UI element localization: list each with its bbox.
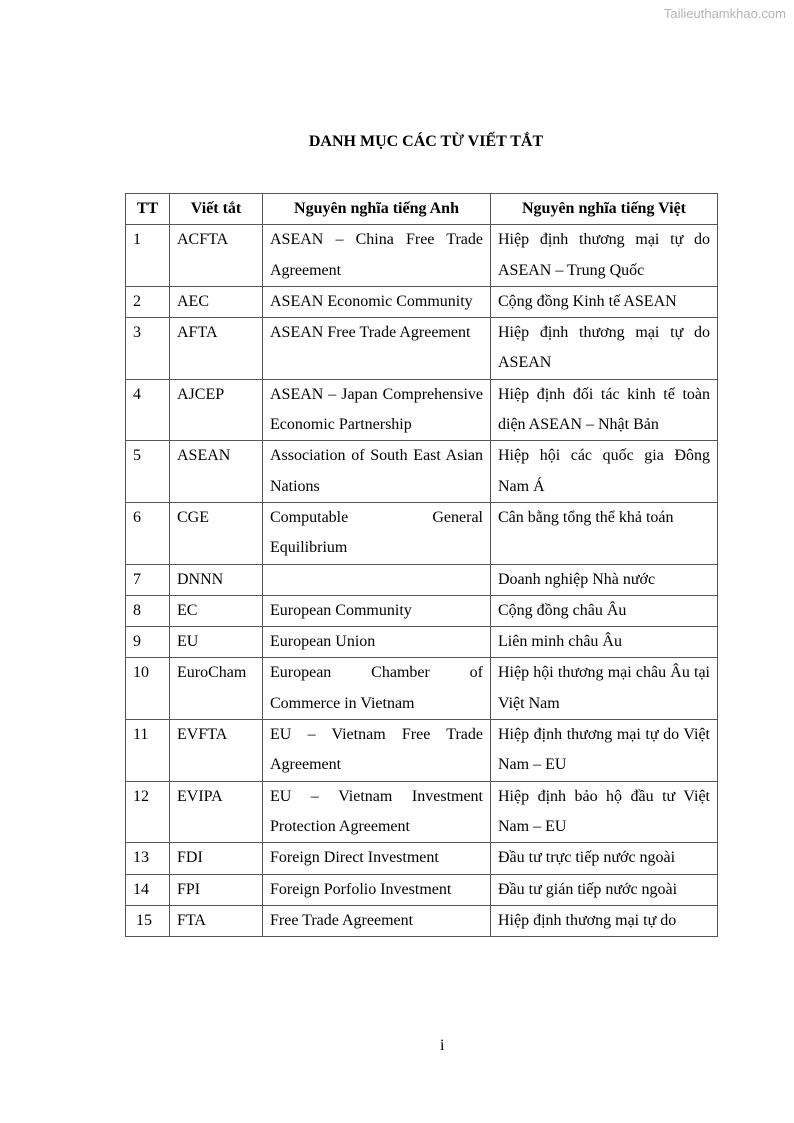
english-meaning-cell: European Community: [263, 595, 491, 626]
english-meaning-cell: ASEAN – Japan Comprehensive Economic Partnership: [263, 379, 491, 441]
row-number-cell: 15: [126, 905, 170, 936]
row-number-cell: 3: [126, 318, 170, 380]
abbreviation-cell: FDI: [170, 843, 263, 874]
abbreviation-cell: CGE: [170, 502, 263, 564]
english-meaning-cell: Association of South East Asian Nations: [263, 441, 491, 503]
abbreviation-cell: DNNN: [170, 564, 263, 595]
english-meaning-cell: ASEAN – China Free Trade Agreement: [263, 225, 491, 287]
abbreviation-cell: ASEAN: [170, 441, 263, 503]
row-number-cell: 9: [126, 627, 170, 658]
english-meaning-cell: EU – Vietnam Free Trade Agreement: [263, 720, 491, 782]
english-meaning-cell: Foreign Direct Investment: [263, 843, 491, 874]
vietnamese-meaning-cell: Hiệp định thương mại tự do ASEAN – Trung Quốc: [491, 225, 718, 287]
vietnamese-meaning-cell: Hiệp định thương mại tự do ASEAN: [491, 318, 718, 380]
abbreviation-cell: FPI: [170, 874, 263, 905]
table-row: [126, 874, 718, 905]
table-row: [126, 627, 718, 658]
table-row: [126, 286, 718, 317]
row-number-cell: 8: [126, 595, 170, 626]
row-number-cell: 6: [126, 502, 170, 564]
vietnamese-meaning-cell: Hiệp định bảo hộ đầu tư Việt Nam – EU: [491, 781, 718, 843]
table-row: [126, 720, 718, 782]
abbreviation-cell: AEC: [170, 286, 263, 317]
table-header-row: [126, 194, 718, 225]
abbreviation-cell: ACFTA: [170, 225, 263, 287]
table-row: [126, 843, 718, 874]
english-meaning-cell: ASEAN Free Trade Agreement: [263, 318, 491, 380]
abbreviation-cell: EU: [170, 627, 263, 658]
table-row: [126, 658, 718, 720]
vietnamese-meaning-cell: Hiệp hội thương mại châu Âu tại Việt Nam: [491, 658, 718, 720]
english-meaning-cell: European Chamber of Commerce in Vietnam: [263, 658, 491, 720]
vietnamese-meaning-cell: Liên minh châu Âu: [491, 627, 718, 658]
english-meaning-cell: Free Trade Agreement: [263, 905, 491, 936]
row-number-cell: 1: [126, 225, 170, 287]
row-number-cell: 7: [126, 564, 170, 595]
abbreviation-cell: AFTA: [170, 318, 263, 380]
table-row: [126, 379, 718, 441]
vietnamese-meaning-cell: Hiệp định thương mại tự do: [491, 905, 718, 936]
abbreviation-cell: EuroCham: [170, 658, 263, 720]
vietnamese-meaning-cell: Cộng đồng Kinh tế ASEAN: [491, 286, 718, 317]
page-number: i: [440, 1037, 445, 1054]
table-row: [126, 905, 718, 936]
header-abbreviation: Viết tắt: [170, 194, 263, 225]
row-number-cell: 2: [126, 286, 170, 317]
english-meaning-cell: EU – Vietnam Investment Protection Agreement: [263, 781, 491, 843]
vietnamese-meaning-cell: Hiệp định đối tác kinh tế toàn diện ASEAN – Nhật Bản: [491, 379, 718, 441]
vietnamese-meaning-cell: Doanh nghiệp Nhà nước: [491, 564, 718, 595]
abbreviation-cell: FTA: [170, 905, 263, 936]
vietnamese-meaning-cell: Cân bằng tổng thể khả toán: [491, 502, 718, 564]
row-number-cell: 4: [126, 379, 170, 441]
abbreviation-cell: EC: [170, 595, 263, 626]
vietnamese-meaning-cell: Cộng đồng châu Âu: [491, 595, 718, 626]
header-english: Nguyên nghĩa tiếng Anh: [263, 194, 491, 225]
row-number-cell: 10: [126, 658, 170, 720]
table-row: [126, 595, 718, 626]
table-row: [126, 781, 718, 843]
english-meaning-cell: Foreign Porfolio Investment: [263, 874, 491, 905]
abbreviations-table: [125, 193, 718, 937]
abbreviation-cell: AJCEP: [170, 379, 263, 441]
table-row: [126, 441, 718, 503]
vietnamese-meaning-cell: Hiệp định thương mại tự do Việt Nam – EU: [491, 720, 718, 782]
table-row: [126, 225, 718, 287]
vietnamese-meaning-cell: Đầu tư gián tiếp nước ngoài: [491, 874, 718, 905]
watermark: Tailieuthamkhao.com: [663, 6, 786, 21]
row-number-cell: 12: [126, 781, 170, 843]
vietnamese-meaning-cell: Đầu tư trực tiếp nước ngoài: [491, 843, 718, 874]
abbreviation-cell: EVFTA: [170, 720, 263, 782]
row-number-cell: 11: [126, 720, 170, 782]
vietnamese-meaning-cell: Hiệp hội các quốc gia Đông Nam Á: [491, 441, 718, 503]
english-meaning-cell: Computable General Equilibrium: [263, 502, 491, 564]
abbreviation-cell: EVIPA: [170, 781, 263, 843]
row-number-cell: 5: [126, 441, 170, 503]
header-tt: TT: [126, 194, 170, 225]
english-meaning-cell: European Union: [263, 627, 491, 658]
table-row: [126, 564, 718, 595]
table-row: [126, 502, 718, 564]
row-number-cell: 13: [126, 843, 170, 874]
english-meaning-cell: [263, 564, 491, 595]
row-number-cell: 14: [126, 874, 170, 905]
header-vietnamese: Nguyên nghĩa tiếng Việt: [491, 194, 718, 225]
table-row: [126, 318, 718, 380]
english-meaning-cell: ASEAN Economic Community: [263, 286, 491, 317]
page-title: DANH MỤC CÁC TỪ VIẾT TẮT: [308, 133, 544, 150]
